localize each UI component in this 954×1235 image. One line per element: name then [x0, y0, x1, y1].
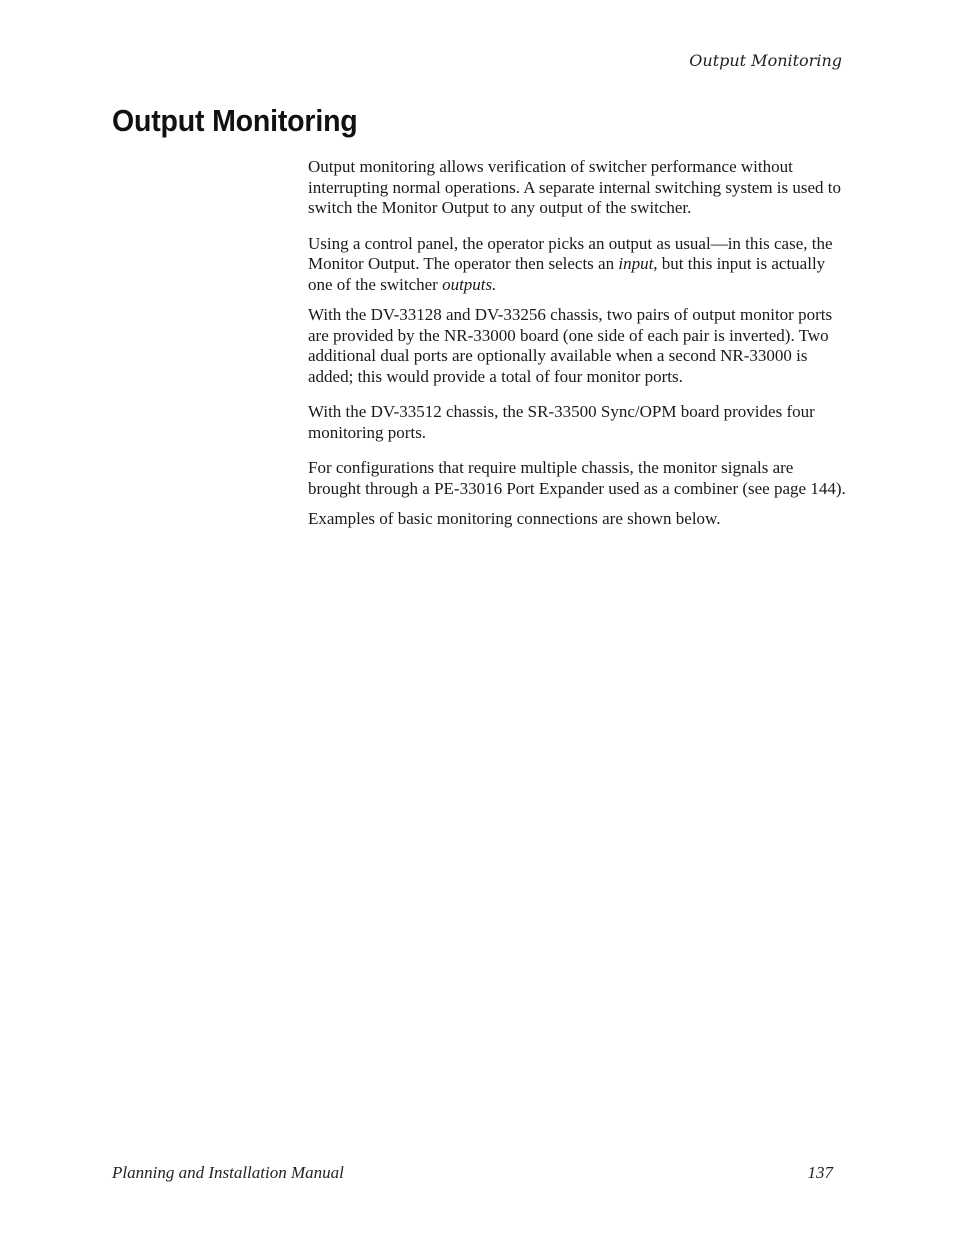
paragraph-examples: Examples of basic monitoring connections are shown below.: [308, 509, 721, 528]
emphasis-outputs: outputs.: [442, 274, 497, 294]
paragraph-control-panel: [308, 234, 848, 296]
text-segment: For configurations that require multiple chassis, the monitor signals are brought through a PE-33016 Port Expander used as a combiner (see: [308, 458, 794, 498]
emphasis-input: input: [618, 254, 654, 273]
body-text: [308, 157, 848, 530]
running-header: Output Monitoring: [689, 51, 842, 70]
paragraph-multiple-chassis: [308, 458, 848, 499]
paragraph-dv33128: With the DV-33128 and DV-33256 chassis, two pairs of output monitor ports are provided by the NR-33000 board (one side of each pair is inverted). Two additional dual ports are optionally available when a second NR-33000 is added; this would provide a total of four monitor ports.: [308, 305, 833, 386]
page-title: Output Monitoring: [112, 103, 358, 138]
text-segment: Using a control panel, the operator picks an output as usual—in this case, the Monitor Output. The operator then selects an: [308, 233, 833, 273]
footer-page-number: 137: [807, 1163, 833, 1182]
paragraph-dv33512: With the DV-33512 chassis, the SR-33500 Sync/OPM board provides four monitoring ports.: [308, 402, 815, 442]
text-segment: , but this input is actually one of the switcher: [308, 254, 826, 294]
page-reference-link[interactable]: page 144: [773, 478, 836, 498]
footer-manual-title: Planning and Installation Manual: [112, 1163, 344, 1182]
paragraph-intro: Output monitoring allows verification of switcher performance without interrupting normal operations. A separate internal switching system is used to switch the Monitor Output to any output of the switcher.: [308, 157, 842, 217]
text-segment: ).: [835, 478, 846, 498]
